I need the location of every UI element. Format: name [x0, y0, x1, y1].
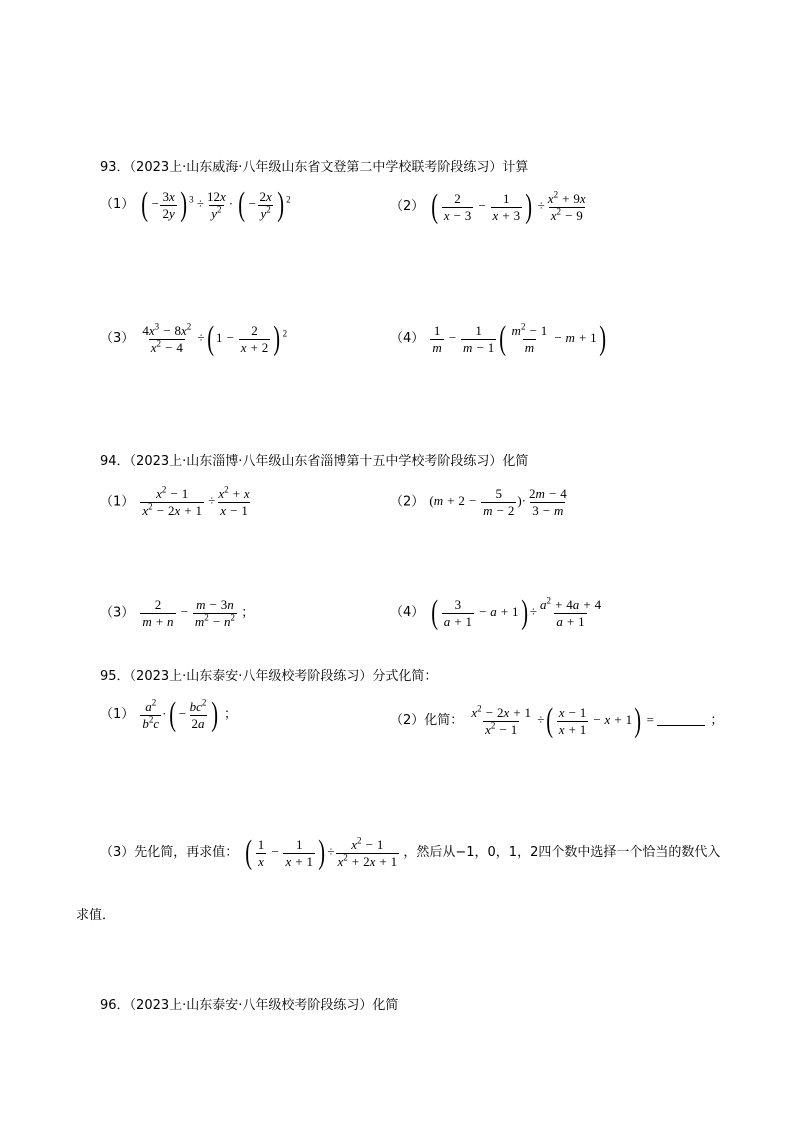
- q95-part3-label: （3）先化简，再求值：: [100, 844, 239, 860]
- q94-part4-label: （4）: [390, 604, 425, 620]
- q93-part4-expression: $\frac{1}{m}$ − $\frac{1}{m - 1}$ ( $\frac{m^2 - 1}{m}$ − m + 1): [432, 320, 606, 357]
- q93-part2-label: （2）: [390, 198, 425, 214]
- question-95-title: 95．（2023上·山东泰安·八年级校考阶段练习）分式化简：: [100, 669, 438, 684]
- q93-part1-label: （1）: [100, 196, 135, 212]
- q95-part2: [390, 704, 723, 738]
- q94-part3-expression: $\frac{2}{m + n}$ − $\frac{m - 3n}{m^2 - n^2}$: [142, 597, 235, 629]
- q94-part3: [100, 598, 254, 629]
- q93-part3-expression: $\frac{4x^3 - 8x^2}{x^2 - 4}$ ÷( 1 − $\frac{2}{x + 2}$ ) $^2$: [142, 320, 288, 357]
- q95-part3: [100, 836, 720, 870]
- q94-part1-label: （1）: [100, 494, 135, 510]
- q95-part2-label: （2）化简：: [390, 712, 464, 728]
- q95-part1-expression: $\frac{a^2}{b^2c}$ ·( − $\frac{bc^2}{2a}$ ): [142, 696, 219, 733]
- q95-part3-end-text: 四个数中选择一个恰当的数代入: [538, 844, 721, 860]
- q93-part2: [390, 190, 589, 224]
- q95-part3-mid-text: ，然后从: [403, 844, 456, 860]
- q94-part3-label: （3）: [100, 605, 135, 621]
- q94-part2-label: （2）: [390, 494, 425, 510]
- q94-part4: [390, 596, 604, 630]
- q94-part4-expression: ( $\frac{3}{a + 1}$ − a + 1) ÷ $\frac{a^2 + 4a + 4}{a + 1}$: [431, 594, 602, 631]
- q93-part4-label: （4）: [390, 330, 425, 346]
- q95-part1: [100, 698, 237, 732]
- q93-part3: [100, 322, 287, 356]
- q94-part2-expression: (m + 2 − $\frac{5}{m - 2}$ )· $\frac{2m - 4}{3 - m}$: [429, 486, 567, 518]
- q94-part1-expression: $\frac{x^2 - 1}{x^2 - 2x + 1}$ ÷ $\frac{x^2 + x}{x - 1}$: [142, 484, 250, 518]
- q93-part3-label: （3）: [100, 330, 135, 346]
- q94-part1: [100, 484, 253, 518]
- q95-candidate-values: −1，0，1，2: [455, 844, 539, 860]
- q94-part2: [390, 487, 570, 518]
- q93-part4: [390, 322, 608, 356]
- q95-part1-label: （1）: [100, 706, 135, 722]
- q93-part1: [100, 188, 291, 222]
- question-93-title: 93．（2023上·山东威海·八年级山东省文登第二中学校联考阶段练习）计算: [100, 160, 529, 175]
- q95-answer-blank: [657, 713, 705, 726]
- q95-part3-expression: ( $\frac{1}{x}$ − $\frac{1}{x + 1}$ ) ÷ $\frac{x^2 - 1}{x^2 + 2x + 1}$: [245, 834, 398, 871]
- q95-part2-expression: $\frac{x^2 - 2x + 1}{x^2 - 1}$ ÷( $\frac{x - 1}{x + 1}$ − x + 1) =: [471, 702, 654, 739]
- q95-part2-semicolon: ；: [710, 712, 724, 728]
- q93-part2-expression: ( $\frac{2}{x - 3}$ − $\frac{1}{x + 3}$ ) ÷ $\frac{x^2 + 9x}{x^2 - 9}$: [431, 188, 586, 225]
- q95-part1-semicolon: ；: [223, 706, 237, 722]
- q93-part1-expression: ( − $\frac{3x}{2y}$ ) $^3$ ÷ $\frac{12x}{y^2}$ · ( − $\frac{2x}{y^2}$ ) $^2$: [141, 186, 291, 223]
- q94-part3-semicolon: ；: [241, 605, 255, 621]
- question-96-title: 96．（2023上·山东泰安·八年级校考阶段练习）化简: [100, 998, 399, 1013]
- question-94-title: 94．（2023上·山东淄博·八年级山东省淄博第十五中学校考阶段练习）化简: [100, 454, 529, 469]
- q95-part3-continuation: 求值．: [76, 908, 116, 923]
